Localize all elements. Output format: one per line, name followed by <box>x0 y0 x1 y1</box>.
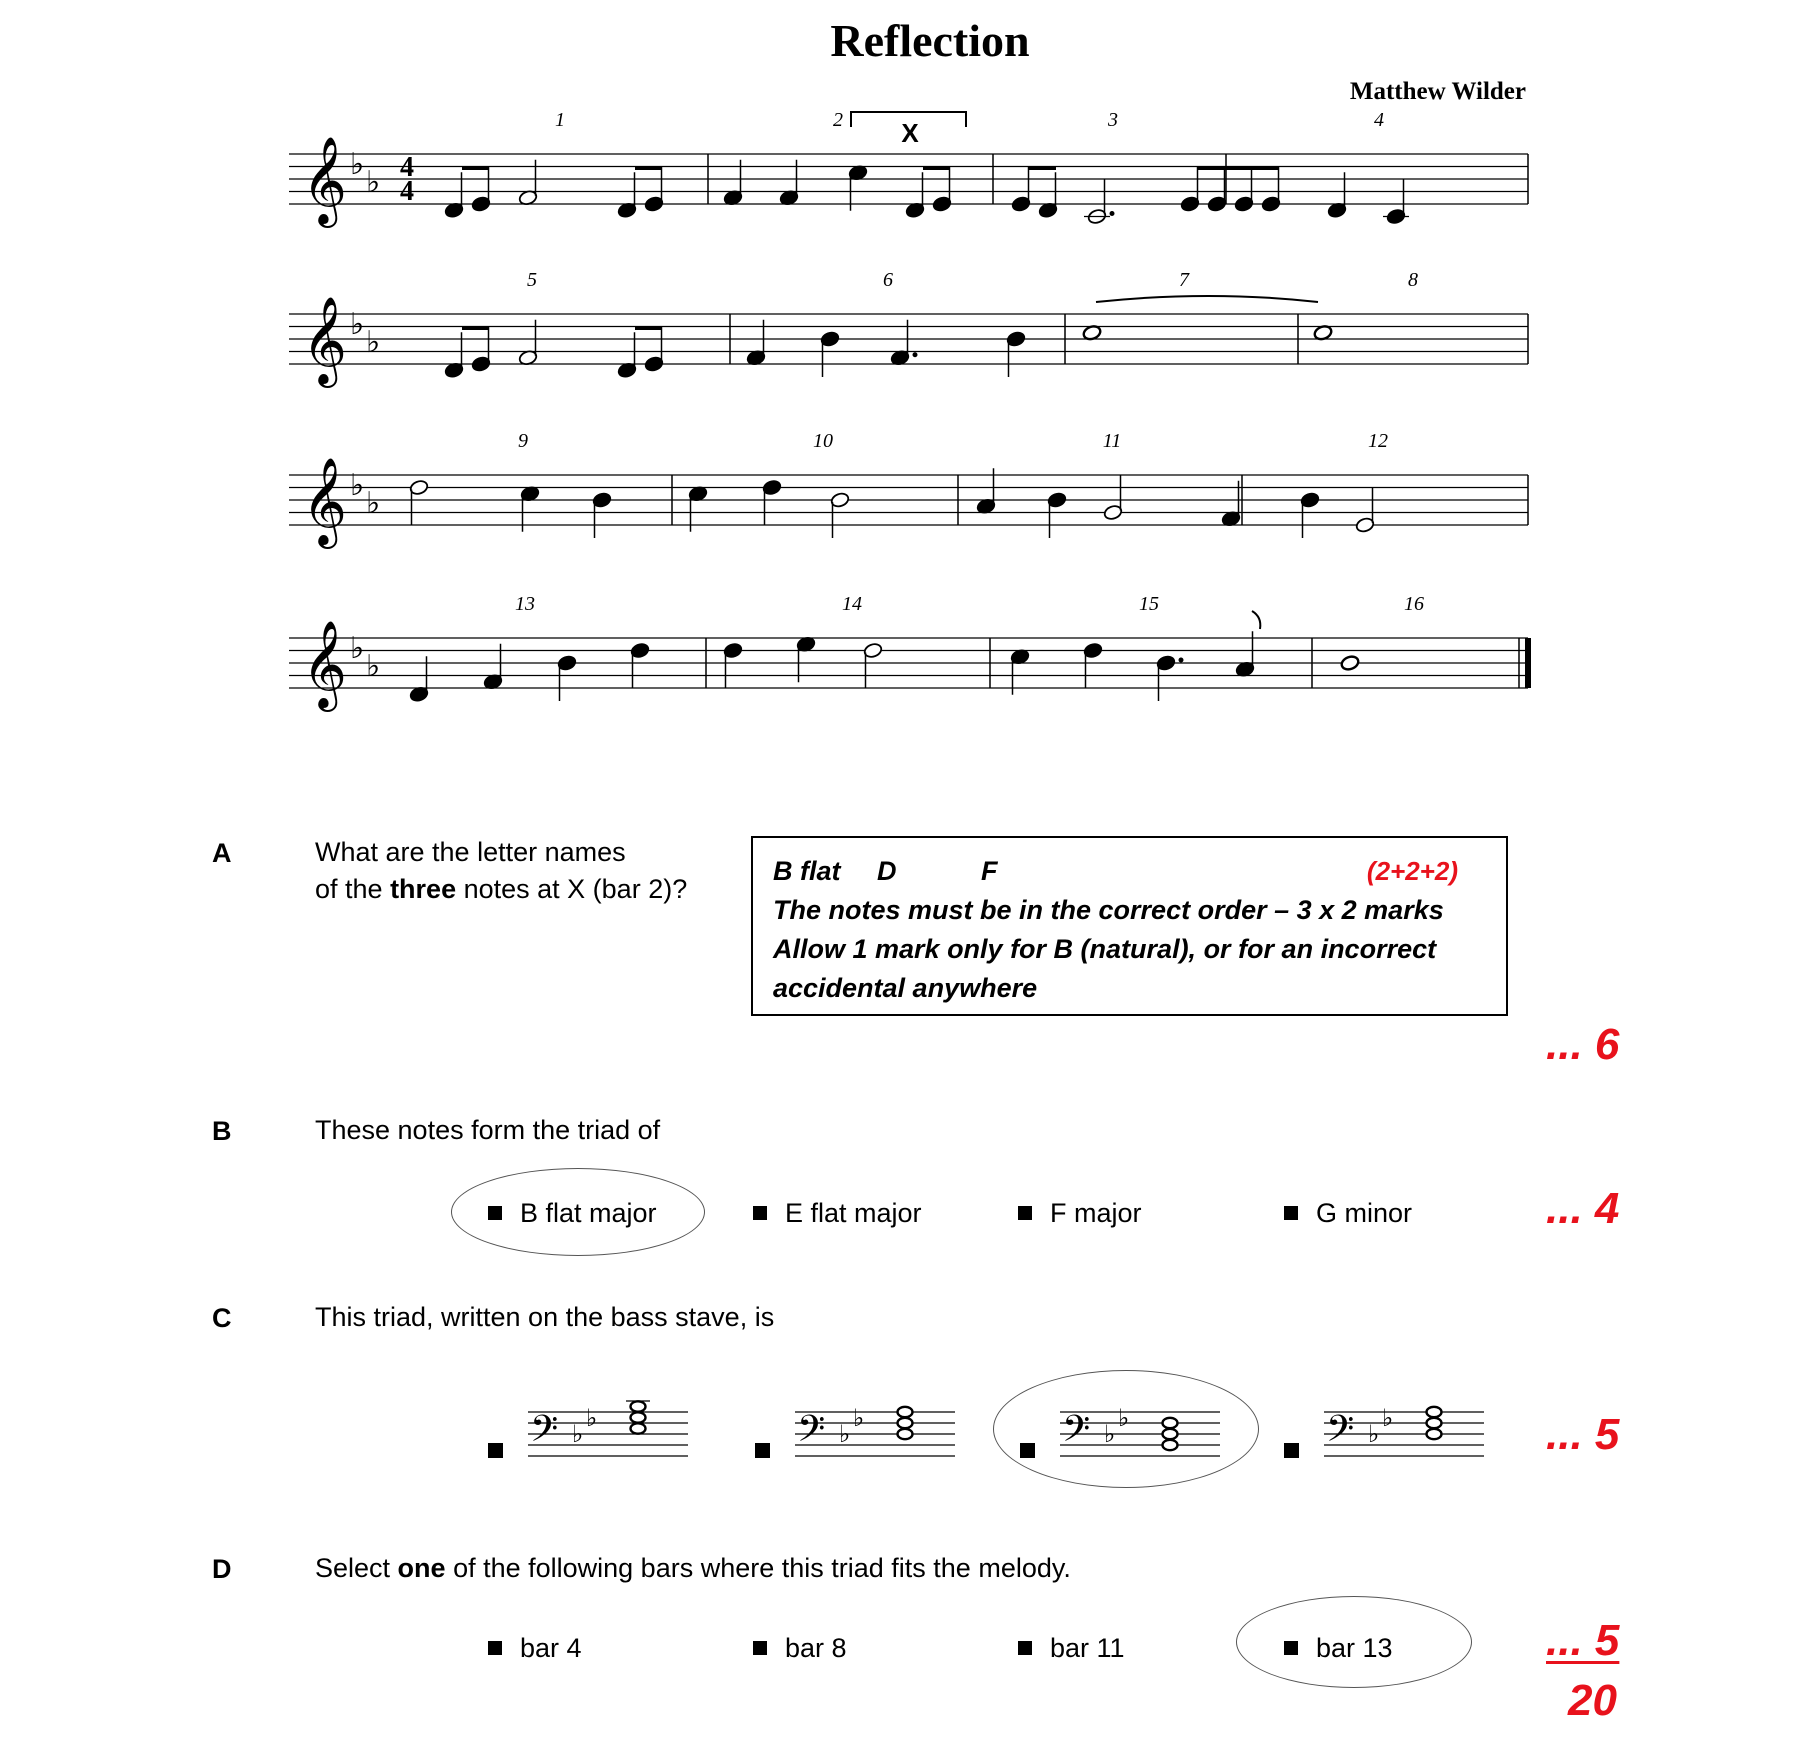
flat-sign-icon: ♭ <box>366 486 381 521</box>
bar-number: 16 <box>1404 593 1424 615</box>
staves <box>289 135 1528 712</box>
chord-note <box>631 1412 646 1422</box>
bar-number: 9 <box>518 430 528 452</box>
flat-sign-icon: ♭ <box>1368 1420 1380 1448</box>
option-g-minor[interactable]: G minor <box>1284 1198 1412 1229</box>
question-c-letter: C <box>212 1303 232 1333</box>
treble-clef-icon: 𝄞 <box>302 135 347 224</box>
bar-number: 4 <box>1374 109 1384 131</box>
question-a-letter: A <box>212 838 232 868</box>
composer-name: Matthew Wilder <box>1349 78 1526 105</box>
tie <box>1096 296 1318 302</box>
checkbox-square-icon[interactable] <box>1284 1443 1299 1458</box>
triad-option-2[interactable] <box>755 1404 955 1459</box>
option-f-major[interactable]: F major <box>1018 1198 1142 1229</box>
mark-b: ... 4 <box>1546 1184 1620 1233</box>
flat-sign-icon: ♭ <box>350 631 365 666</box>
mark-a: ... 6 <box>1546 1020 1620 1069</box>
flat-sign-icon: ♭ <box>586 1404 598 1432</box>
checkbox-square-icon[interactable] <box>755 1443 770 1458</box>
chord-note <box>631 1423 646 1433</box>
checkbox-square-icon[interactable] <box>488 1206 502 1220</box>
checkbox-square-icon[interactable] <box>488 1443 503 1458</box>
flat-sign-icon: ♭ <box>1382 1404 1394 1432</box>
total-marks: 20 <box>1568 1676 1617 1725</box>
bar-number: 10 <box>813 430 833 452</box>
flat-sign-icon: ♭ <box>350 307 365 342</box>
option-b-flat-major[interactable]: B flat major <box>488 1198 657 1229</box>
treble-clef-icon: 𝄞 <box>302 456 347 545</box>
answer-notes-row <box>773 852 1486 891</box>
checkbox-square-icon[interactable] <box>753 1641 767 1655</box>
bar-number: 15 <box>1139 593 1159 615</box>
flat-sign-icon: ♭ <box>572 1420 584 1448</box>
triad-option-3[interactable] <box>1020 1404 1220 1459</box>
question-b-letter: B <box>212 1116 232 1146</box>
chord-note <box>1427 1429 1442 1439</box>
option-e-flat-major[interactable]: E flat major <box>753 1198 922 1229</box>
chord-note <box>631 1401 646 1411</box>
note-flag <box>1252 611 1260 629</box>
melody-notes <box>409 160 1409 703</box>
checkbox-square-icon[interactable] <box>1020 1443 1035 1458</box>
answer-line-4: accidental anywhere <box>773 973 1038 1003</box>
chord-note <box>898 1429 913 1439</box>
flat-sign-icon: ♭ <box>366 165 381 200</box>
question-d-text: Select one of the following bars where this triad fits the melody. <box>315 1553 1071 1583</box>
chord-note <box>1163 1429 1178 1439</box>
answer-note-1: B flat <box>773 856 841 886</box>
bass-clef-icon: 𝄢 <box>797 1408 826 1459</box>
note-dot <box>1110 211 1115 216</box>
checkbox-square-icon[interactable] <box>753 1206 767 1220</box>
note-head <box>1340 654 1360 671</box>
question-a-line2: of the three notes at X (bar 2)? <box>315 874 688 904</box>
bar-number: 2 <box>833 109 843 131</box>
question-a-line1: What are the letter names <box>315 837 626 867</box>
melody-score <box>0 0 1818 760</box>
option-bar-8[interactable]: bar 8 <box>753 1633 847 1664</box>
bar-number: 12 <box>1368 430 1388 452</box>
triad-option-1[interactable] <box>488 1401 688 1459</box>
answer-note-2: D <box>877 856 897 886</box>
option-bar-13[interactable]: bar 13 <box>1284 1633 1393 1664</box>
treble-clef-icon: 𝄞 <box>302 295 347 384</box>
answer-marks-note: (2+2+2) <box>1366 856 1458 886</box>
chord-note <box>1163 1418 1178 1428</box>
bar-number: 7 <box>1179 269 1189 291</box>
bass-clef-icon: 𝄢 <box>1062 1408 1091 1459</box>
time-signature: 4 <box>400 152 414 183</box>
bar-number: 8 <box>1408 269 1418 291</box>
bar-number: 6 <box>883 269 893 291</box>
flat-sign-icon: ♭ <box>1104 1420 1116 1448</box>
bar-number: 13 <box>515 593 535 615</box>
question-d-letter: D <box>212 1554 232 1584</box>
answer-note-3: F <box>981 856 998 886</box>
answer-line-3: Allow 1 mark only for B (natural), or for an incorrect <box>773 934 1437 964</box>
note-dot <box>913 352 918 357</box>
flat-sign-icon: ♭ <box>366 649 381 684</box>
bar-number: 5 <box>527 269 537 291</box>
chord-note <box>1427 1407 1442 1417</box>
bracket-x-label: X <box>901 118 919 148</box>
bar-number: 14 <box>842 593 862 615</box>
piece-title: Reflection <box>830 15 1030 66</box>
mark-d: ... 5 <box>1546 1616 1620 1665</box>
chord-note <box>1163 1440 1178 1450</box>
flat-sign-icon: ♭ <box>839 1420 851 1448</box>
checkbox-square-icon[interactable] <box>1018 1641 1032 1655</box>
chord-note <box>1427 1418 1442 1428</box>
mark-c: ... 5 <box>1546 1410 1620 1459</box>
question-b-text: These notes form the triad of <box>315 1115 661 1145</box>
flat-sign-icon: ♭ <box>853 1404 865 1432</box>
flat-sign-icon: ♭ <box>366 325 381 360</box>
note-dot <box>1179 658 1184 663</box>
bar-number: 3 <box>1108 109 1118 131</box>
treble-clef-icon: 𝄞 <box>302 619 347 708</box>
flat-sign-icon: ♭ <box>350 468 365 503</box>
checkbox-square-icon[interactable] <box>1284 1206 1298 1220</box>
bass-clef-icon: 𝄢 <box>1326 1408 1355 1459</box>
question-c-text: This triad, written on the bass stave, is <box>315 1302 775 1332</box>
option-bar-11[interactable]: bar 11 <box>1018 1633 1125 1664</box>
answer-box-a <box>751 836 1508 1016</box>
option-bar-4[interactable]: bar 4 <box>488 1633 582 1664</box>
flat-sign-icon: ♭ <box>350 147 365 182</box>
answer-line-2: The notes must be in the correct order – 3 x 2 marks <box>773 895 1444 925</box>
flat-sign-icon: ♭ <box>1118 1404 1130 1432</box>
checkbox-square-icon[interactable] <box>1284 1641 1298 1655</box>
bass-clef-icon: 𝄢 <box>530 1408 559 1459</box>
time-signature: 4 <box>400 176 414 207</box>
bar-number: 1 <box>555 109 565 131</box>
bar-number: 11 <box>1102 430 1122 452</box>
checkbox-square-icon[interactable] <box>488 1641 502 1655</box>
chord-note <box>898 1418 913 1428</box>
question-a-text <box>315 834 687 908</box>
triad-option-4[interactable] <box>1284 1404 1484 1459</box>
checkbox-square-icon[interactable] <box>1018 1206 1032 1220</box>
chord-note <box>898 1407 913 1417</box>
